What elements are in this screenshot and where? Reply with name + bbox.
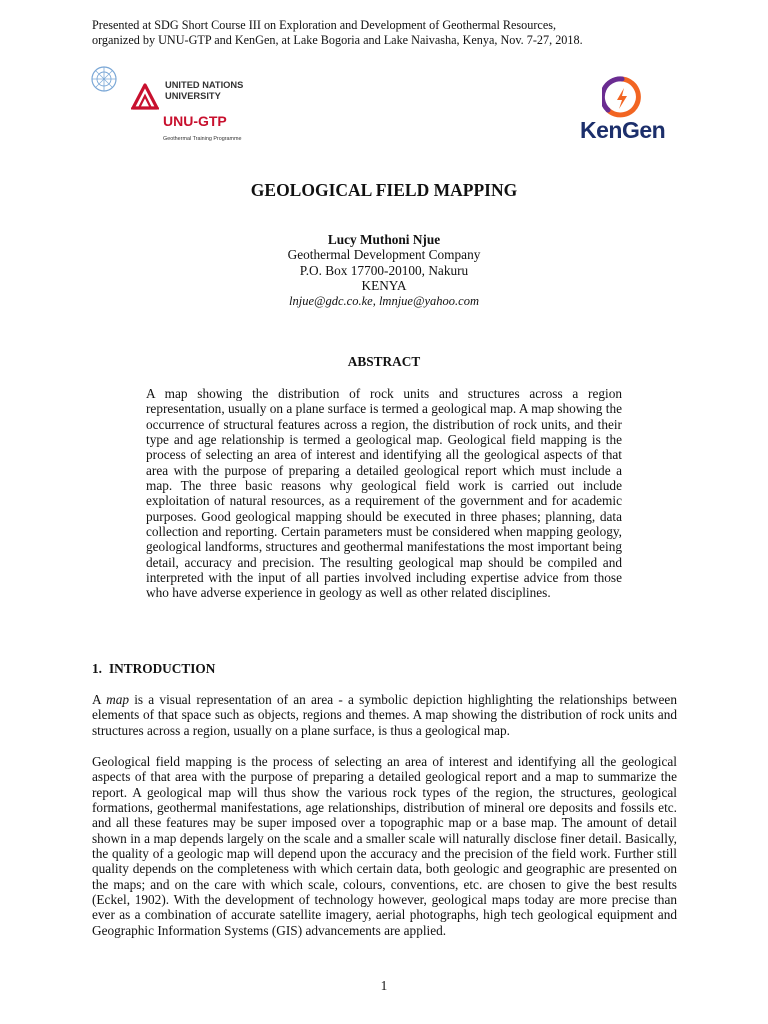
- unu-name-line-2: UNIVERSITY: [165, 91, 221, 101]
- unu-mark-icon: [128, 81, 162, 111]
- unu-name-line-1: UNITED NATIONS: [165, 80, 244, 90]
- conference-header-note: [92, 18, 692, 48]
- kengen-wordmark: KenGen: [580, 117, 666, 143]
- author-company: Geothermal Development Company: [287, 247, 481, 263]
- kengen-mark-icon: [602, 76, 642, 120]
- header-line-1: Presented at SDG Short Course III on Exploration and Development of Geothermal Resources,: [92, 18, 557, 32]
- intro-paragraph-2: Geological field mapping is the process of selecting an area of interest and identifying all the geological aspects of that area with the purpose of preparing a detailed geological report and a map to summarize the report. A geological map will thus show the various rock types of the region, the structures, geological formations, geothermal manifestations, age relationships, distribution of mineral ore deposits and fossils etc. and all these features may be super imposed over a topographic map or a base map. The amount of detail shown in a map depends largely on the scale and a smaller scale will naturally disclose finer detail. Basically, the quality of a geologic map will depend upon the accuracy and the precision of the field work. Further still quality depends on the completeness with which certain data, both geologic and geographic are presented on the maps; and on the care with which scale, colours, conventions, etc. are chosen to give the best results (Eckel, 1902). With the development of technology however, geological maps today are more precise than ever as a combination of accurate satellite imagery, aerial photographs, high tech geological equipment and Geographic Information Systems (GIS) advancements are applied.: [92, 754, 677, 938]
- paper-title: GEOLOGICAL FIELD MAPPING: [250, 180, 518, 200]
- unu-gtp-label: UNU-GTP: [163, 113, 227, 129]
- unu-gtp-subtitle: Geothermal Training Programme: [163, 136, 242, 142]
- un-emblem-icon: [90, 65, 118, 93]
- page-number: 1: [380, 978, 388, 993]
- section-title: INTRODUCTION: [108, 661, 216, 676]
- author-block: [0, 232, 768, 309]
- para1-term-map: map: [106, 692, 129, 707]
- author-email: lnjue@gdc.co.ke, lmnjue@yahoo.com: [289, 293, 479, 308]
- author-address: P.O. Box 17700-20100, Nakuru: [299, 262, 469, 278]
- abstract-body: A map showing the distribution of rock units and structures across a region representation, usually on a plane surface is termed a geological map. A map showing the occurrence of structural features across a region, the distribution of rock units, and their type and age relationship is termed a geological map. Geological field mapping is the process of selecting an area of interest and identifying all the geological aspects of that area with the purpose of preparing a detailed geological report which must include a map. The three basic reasons why geological field work is carried out include exploitation of natural resources, as a requirement of the government and for academic purposes. Good geological mapping should be executed in three phases; planning, data collection and reporting. Certain parameters must be considered when mapping geology, geological landforms, structures and geothermal manifestations the most important being detail, accuracy and precision. The resulting geological map should be compiled and interpreted with the input of all parties involved including expertise advice from those who have adverse experience in geology as well as other related disciplines.: [146, 386, 622, 601]
- unu-name: [165, 80, 243, 102]
- author-country: KENYA: [361, 278, 407, 294]
- header-line-2: organized by UNU-GTP and KenGen, at Lake Bogoria and Lake Naivasha, Kenya, Nov. 7-27, 2018.: [92, 33, 583, 47]
- section-heading-introduction: [92, 661, 215, 677]
- kengen-logo: [578, 76, 678, 146]
- para1-lead: A: [92, 692, 107, 707]
- intro-paragraph-1: [92, 692, 677, 738]
- abstract-heading: ABSTRACT: [347, 354, 421, 369]
- section-number: 1.: [92, 661, 102, 676]
- para1-rest: is a visual representation of an area - a symbolic depiction highlighting the relationships between elements of that space such as objects, regions and themes. A map showing the distribution of rock units and structures across a region, usually on a plane surface, is thus a geological map.: [92, 692, 677, 738]
- unu-logo: [90, 65, 265, 145]
- author-name: Lucy Muthoni Njue: [327, 232, 441, 247]
